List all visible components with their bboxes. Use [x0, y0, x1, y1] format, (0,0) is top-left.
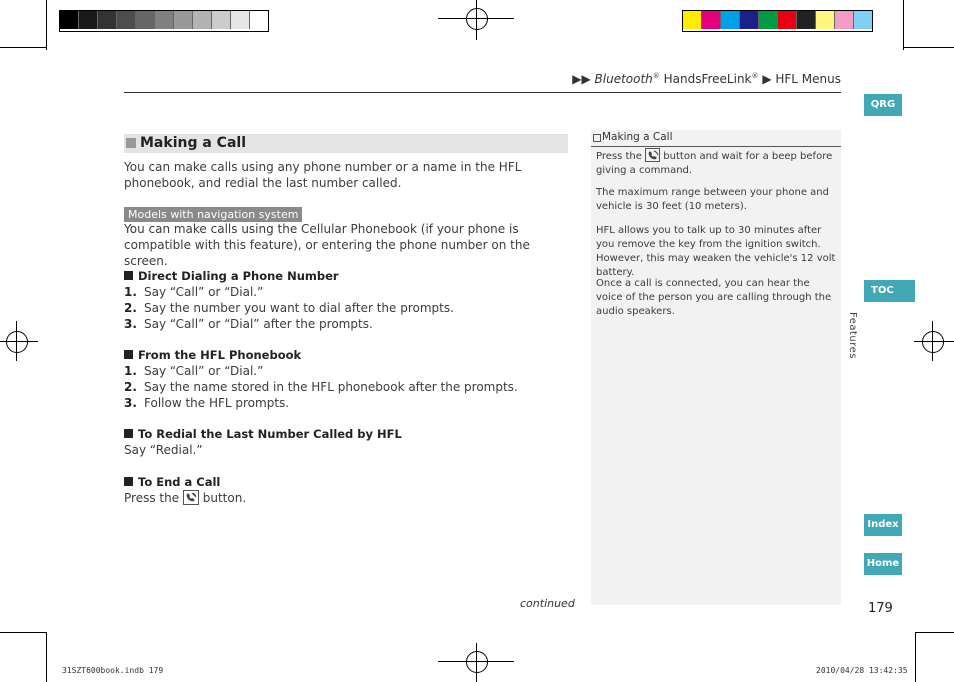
calibration-swatch — [174, 11, 193, 29]
breadcrumb-arrows: ▶▶ — [572, 72, 591, 86]
crop-mark — [915, 632, 916, 682]
hang-up-button-icon — [183, 490, 199, 505]
step-text: Say “Call” or “Dial.” — [144, 364, 264, 378]
registration-mark — [466, 651, 488, 673]
calibration-swatch — [835, 11, 854, 29]
step-number: 1. — [124, 285, 137, 299]
redial-text: Say “Redial.” — [124, 443, 203, 457]
crop-mark — [903, 0, 904, 50]
crop-mark — [46, 632, 47, 682]
intro-paragraph: You can make calls using any phone number or a name in the HFL phonebook, and redial the last number called. — [124, 160, 522, 190]
features-label: Features — [847, 312, 858, 359]
crop-mark — [0, 632, 46, 633]
step-text: Follow the HFL prompts. — [144, 396, 290, 410]
heading-bullet-icon — [124, 477, 133, 486]
notes-title: Making a Call — [602, 131, 673, 143]
breadcrumb-hfl[interactable]: HandsFreeLink — [659, 72, 752, 86]
step-number: 2. — [124, 301, 137, 315]
header-rule — [124, 92, 841, 93]
end-call-title: To End a Call — [138, 475, 221, 489]
list-item — [124, 380, 518, 394]
toc-tab[interactable]: TOC — [864, 280, 915, 302]
breadcrumb-hfl-menus[interactable]: HFL Menus — [775, 72, 841, 86]
calibration-swatch — [60, 11, 79, 29]
crop-mark — [903, 47, 954, 48]
registration-mark — [6, 331, 28, 353]
calibration-swatch — [816, 11, 835, 29]
note-paragraph-1 — [596, 148, 838, 178]
calibration-swatch — [231, 11, 250, 29]
step-text: Say the number you want to dial after the prompts. — [144, 301, 454, 315]
navigation-paragraph: You can make calls using the Cellular Phonebook (if your phone is compatible with this feature), or entering the phone number on the screen. — [124, 222, 530, 268]
home-tab[interactable]: Home — [864, 553, 902, 575]
breadcrumb-arrow: ▶ — [758, 72, 776, 86]
redial-heading — [124, 427, 402, 441]
crop-mark — [46, 0, 47, 50]
section-title: Making a Call — [140, 135, 246, 151]
heading-square-icon — [126, 138, 136, 148]
calibration-swatch — [250, 11, 268, 29]
calibration-swatch — [98, 11, 117, 29]
calibration-swatch — [854, 11, 872, 29]
navigation-models-badge: Models with navigation system — [124, 207, 302, 222]
calibration-swatch — [778, 11, 797, 29]
section-heading — [124, 134, 568, 153]
step-text: Say the name stored in the HFL phonebook after the prompts. — [144, 380, 518, 394]
registration-line — [476, 643, 477, 682]
direct-dialing-title: Direct Dialing a Phone Number — [138, 269, 339, 283]
list-item — [124, 301, 454, 315]
registered-mark: ® — [652, 72, 660, 80]
end-call-text-after: button. — [202, 491, 247, 505]
end-call-text-before: Press the — [124, 491, 180, 505]
heading-bullet-icon — [124, 350, 133, 359]
note-paragraph-4: Once a call is connected, you can hear the voice of the person you are calling through the audio speakers. — [596, 278, 832, 317]
registration-line — [438, 18, 514, 19]
calibration-swatch — [193, 11, 212, 29]
list-item — [124, 285, 263, 299]
registration-line — [438, 661, 514, 662]
calibration-swatch — [155, 11, 174, 29]
calibration-swatch — [797, 11, 816, 29]
print-slug-file: 31SZT600book.indb 179 — [62, 666, 164, 675]
step-number: 3. — [124, 317, 137, 331]
note-paragraph-2: The maximum range between your phone and vehicle is 30 feet (10 meters). — [596, 187, 829, 212]
crop-mark — [0, 47, 46, 48]
print-slug-date: 2010/04/28 13:42:35 — [816, 666, 908, 675]
color-calibration-bar — [682, 10, 873, 32]
registration-line — [0, 341, 38, 342]
calibration-swatch — [759, 11, 778, 29]
note-text-after: button and wait for a beep before giving a command. — [596, 151, 833, 176]
phonebook-heading — [124, 348, 301, 362]
calibration-swatch — [683, 11, 702, 29]
note-text-before: Press the — [596, 151, 642, 162]
calibration-swatch — [136, 11, 155, 29]
grayscale-calibration-bar — [59, 10, 269, 32]
index-tab[interactable]: Index — [864, 514, 902, 536]
list-item — [124, 396, 289, 410]
continued-label: continued — [520, 597, 575, 610]
list-item — [124, 317, 373, 331]
breadcrumb — [560, 72, 841, 86]
step-text: Say “Call” or “Dial” after the prompts. — [144, 317, 373, 331]
calibration-swatch — [117, 11, 136, 29]
end-call-heading — [124, 475, 220, 489]
registration-line — [914, 341, 954, 342]
registration-mark — [466, 8, 488, 30]
note-icon — [593, 134, 601, 142]
breadcrumb-bluetooth[interactable]: Bluetooth — [594, 72, 653, 86]
calibration-swatch — [212, 11, 231, 29]
notes-panel-header — [591, 130, 841, 147]
talk-button-icon — [645, 148, 660, 162]
note-paragraph-3: HFL allows you to talk up to 30 minutes after you remove the key from the ignition switch. However, this may weaken the vehicle's 12 volt battery. — [596, 225, 836, 278]
phonebook-title: From the HFL Phonebook — [138, 348, 302, 362]
step-number: 3. — [124, 396, 137, 410]
page-number: 179 — [868, 601, 893, 616]
calibration-swatch — [721, 11, 740, 29]
calibration-swatch — [740, 11, 759, 29]
step-text: Say “Call” or “Dial.” — [144, 285, 264, 299]
step-number: 2. — [124, 380, 137, 394]
redial-title: To Redial the Last Number Called by HFL — [138, 427, 402, 441]
step-number: 1. — [124, 364, 137, 378]
heading-bullet-icon — [124, 429, 133, 438]
registered-mark: ® — [751, 72, 759, 80]
direct-dialing-heading — [124, 269, 339, 283]
calibration-swatch — [702, 11, 721, 29]
qrg-tab[interactable]: QRG — [864, 94, 902, 116]
list-item — [124, 364, 263, 378]
end-call-text — [124, 490, 246, 506]
registration-mark — [922, 331, 944, 353]
calibration-swatch — [79, 11, 98, 29]
registration-line — [476, 0, 477, 40]
heading-bullet-icon — [124, 271, 133, 280]
crop-mark — [915, 632, 954, 633]
